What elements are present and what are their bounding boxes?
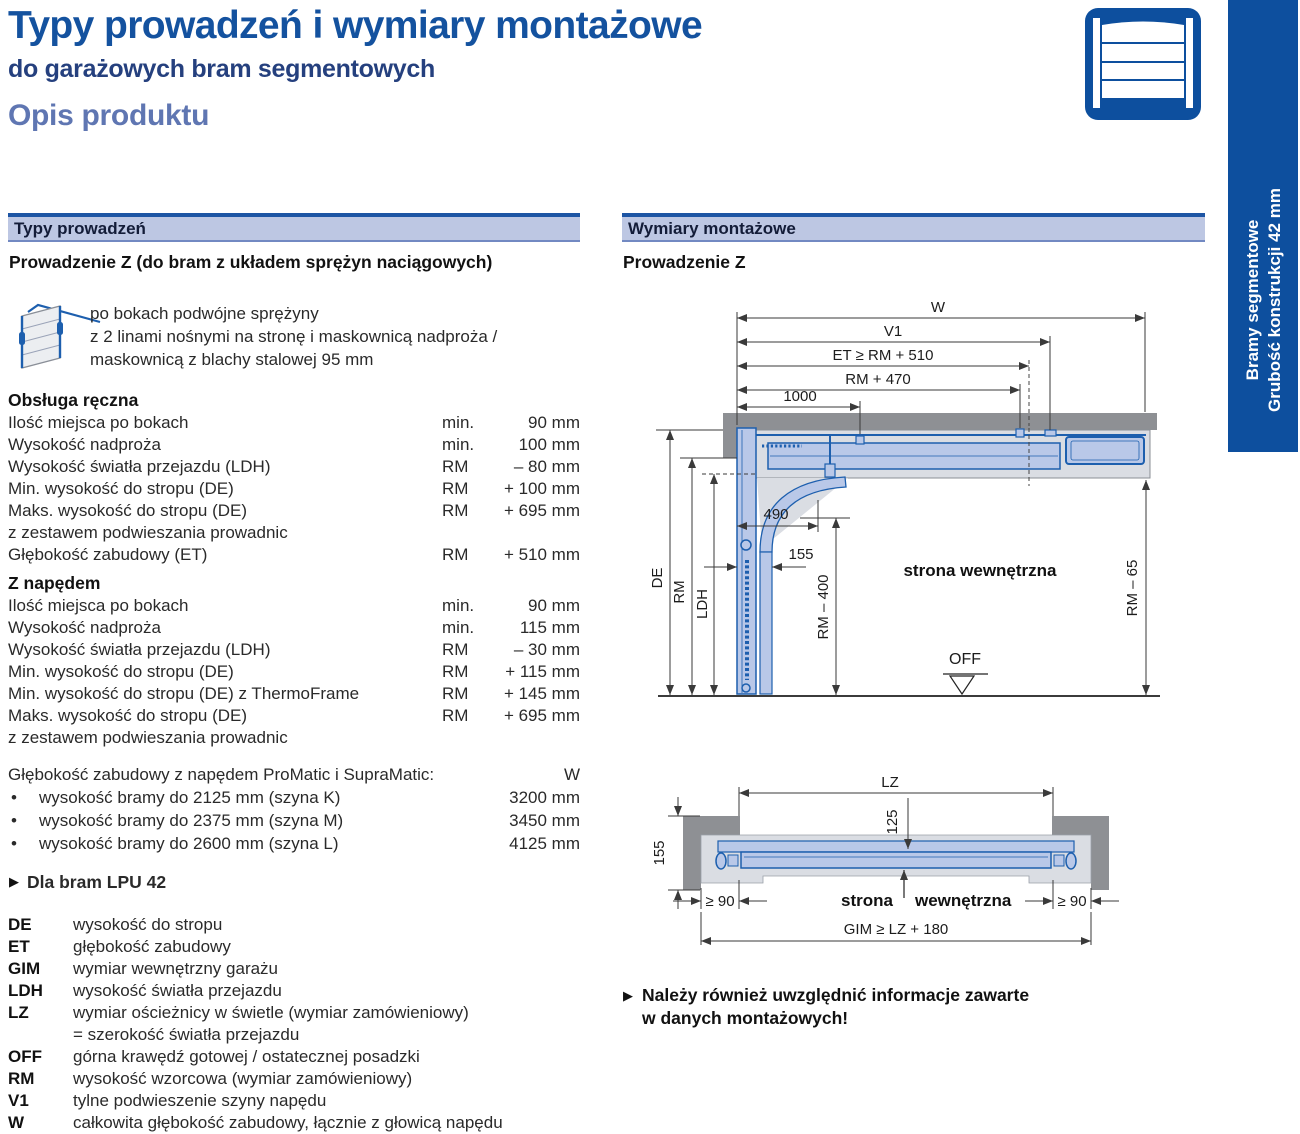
intro-icon-wrap (8, 300, 90, 381)
left-column (8, 213, 580, 1134)
manual-table (8, 412, 580, 566)
legend-row: LZ wymiar ościeżnicy w świetle (wymiar zamówieniowy) (8, 1003, 469, 1022)
plan-view-diagram (615, 770, 1175, 955)
install-data-note (622, 984, 1182, 1030)
dim-label-rm: RM (671, 580, 688, 604)
inner-side-label: strona wewnętrzna (903, 561, 1057, 580)
sidebar-text (1228, 74, 1298, 526)
table-row: Min. wysokość do stropu (DE) z ThermoFrame RM + 145 mm (8, 684, 580, 703)
triangle-bullet-icon: ▶ (9, 874, 19, 889)
table-row: z zestawem podwieszania prowadnic (8, 728, 288, 747)
roller-right (57, 322, 63, 335)
table-row: Min. wysokość do stropu (DE) RM + 100 mm (8, 479, 580, 498)
suspension-bracket (1016, 429, 1024, 437)
dim-label-lz: LZ (881, 774, 899, 791)
intro-line: maskownicą z blachy stalowej 95 mm (90, 350, 374, 369)
sidebar-line1: Bramy segmentowe (1242, 219, 1262, 381)
depth-col-header: W (563, 765, 580, 784)
powered-table (8, 595, 580, 749)
legend-row: W całkowita głębokość zabudowy, łącznie z głowicą napędu (8, 1113, 503, 1132)
dim-label-490: 490 (763, 506, 789, 523)
product-heading: Opis produktu (8, 99, 210, 132)
page-subtitle: do garażowych bram segmentowych (8, 55, 435, 83)
legend-row: DE wysokość do stropu (8, 915, 223, 934)
list-item: • wysokość bramy do 2600 mm (szyna L) 4125 mm (8, 832, 580, 855)
dim-label-et: ET ≥ RM + 510 (832, 347, 934, 364)
table-row: Wysokość nadproża min. 115 mm (8, 618, 580, 637)
for-doors-text: Dla bram LPU 42 (27, 872, 167, 892)
list-item: • wysokość bramy do 2375 mm (szyna M) 3450 mm (8, 809, 580, 832)
intro-line: po bokach podwójne sprężyny (90, 304, 319, 323)
dim-label-125: 125 (884, 809, 901, 835)
floor-level-symbol (950, 676, 974, 694)
intro-text (90, 300, 497, 381)
dim-label-ge90-left: ≥ 90 (705, 893, 735, 910)
off-label: OFF (949, 651, 981, 668)
table-row: Maks. wysokość do stropu (DE) RM + 695 mm (8, 706, 580, 725)
legend-row: GIM wymiar wewnętrzny garażu (8, 959, 279, 978)
table-row: Wysokość nadproża min. 100 mm (8, 435, 580, 454)
icon-left-rail (1093, 18, 1100, 108)
dim-label-de: DE (649, 567, 666, 589)
for-doors-note (8, 872, 580, 893)
sectional-door-icon (1084, 7, 1202, 121)
roller-assembly-left (716, 853, 726, 869)
dim-label-rm470: RM + 470 (845, 371, 911, 388)
section-header-dimensions: Wymiary montażowe (622, 213, 1205, 242)
suspension-bracket (856, 436, 864, 444)
right-subheader: Prowadzenie Z (623, 252, 746, 272)
depth-title-row (8, 763, 580, 786)
roller (741, 540, 751, 550)
bullet-icon: • (11, 834, 17, 853)
section-header-types: Typy prowadzeń (8, 213, 580, 242)
right-column (622, 213, 1205, 273)
dim-label-ge90-right: ≥ 90 (1057, 893, 1087, 910)
roller (742, 684, 750, 692)
dim-label-155: 155 (788, 546, 814, 563)
intro-block (8, 300, 580, 381)
legend-row: OFF górna krawędź gotowej / ostatecznej posadzki (8, 1047, 420, 1066)
sidebar-tab (1228, 0, 1298, 452)
table-row: Min. wysokość do stropu (DE) RM + 115 mm (8, 662, 580, 681)
inner-side-label-right: wewnętrzna (915, 891, 1012, 910)
icon-door-panel (1102, 22, 1184, 99)
table-row: Wysokość światła przejazdu (LDH) RM – 30 mm (8, 640, 580, 659)
left-subheader: Prowadzenie Z (do bram z układem sprężyn naciągowych) (9, 252, 493, 272)
bullet-icon: • (11, 811, 17, 830)
dim-label-gim: GIM ≥ LZ + 180 (843, 921, 949, 938)
ceiling (723, 413, 1157, 430)
roller-assembly-right (1066, 853, 1076, 869)
table-row: Głębokość zabudowy (ET) RM + 510 mm (8, 545, 580, 564)
dim-label-v1: V1 (883, 323, 903, 340)
dim-label-155-plan: 155 (651, 840, 668, 866)
legend-row: = szerokość światła przejazdu (73, 1025, 300, 1044)
list-item: • wysokość bramy do 2125 mm (szyna K) 3200 mm (8, 786, 580, 809)
dim-label-rm65: RM – 65 (1124, 559, 1141, 617)
table-row: Ilość miejsca po bokach min. 90 mm (8, 596, 580, 615)
legend-row: LDH wysokość światła przejazdu (8, 981, 282, 1000)
bullet-icon: • (11, 788, 17, 807)
inner-side-label-left: strona (841, 891, 893, 910)
rear-suspension (1045, 430, 1056, 436)
sidebar-line2: Grubość konstrukcji 42 mm (1264, 188, 1284, 412)
table-row: Ilość miejsca po bokach min. 90 mm (8, 413, 580, 432)
lintel (723, 430, 737, 458)
roller-left (19, 332, 25, 345)
table-row: Wysokość światła przejazdu (LDH) RM – 80 mm (8, 457, 580, 476)
icon-right-rail (1186, 18, 1193, 108)
vertical-track (760, 552, 772, 694)
note-text: Należy również uwzględnić informacje zawarte w danych montażowych! (642, 985, 1030, 1028)
legend (8, 914, 580, 1134)
frame-angle (718, 841, 1074, 852)
intro-line: z 2 linami nośnymi na stronę i maskownicą nadproża / (90, 327, 498, 346)
dim-label-rm400: RM – 400 (815, 574, 832, 640)
page-title: Typy prowadzeń i wymiary montażowe (8, 4, 703, 47)
dim-label-1000: 1000 (783, 388, 817, 405)
dim-label-ldh: LDH (694, 588, 711, 620)
legend-row: V1 tylne podwieszenie szyny napędu (8, 1091, 327, 1110)
legend-row: ET głębokość zabudowy (8, 937, 231, 956)
manual-section-title: Obsługa ręczna (8, 390, 139, 410)
side-view-diagram (615, 290, 1175, 710)
depth-title: Głębokość zabudowy z napędem ProMatic i SupraMatic: (8, 765, 435, 784)
table-row: Maks. wysokość do stropu (DE) RM + 695 mm (8, 501, 580, 520)
door-panel-plan (741, 852, 1051, 868)
triangle-bullet-icon: ▶ (623, 988, 633, 1003)
hanger-clamp (825, 464, 835, 477)
dim-label-w: W (930, 299, 946, 316)
powered-section-title: Z napędem (8, 573, 101, 593)
legend-row: RM wysokość wzorcowa (wymiar zamówieniowy) (8, 1069, 413, 1088)
table-row: z zestawem podwieszania prowadnic (8, 523, 288, 542)
depth-section (8, 763, 580, 855)
